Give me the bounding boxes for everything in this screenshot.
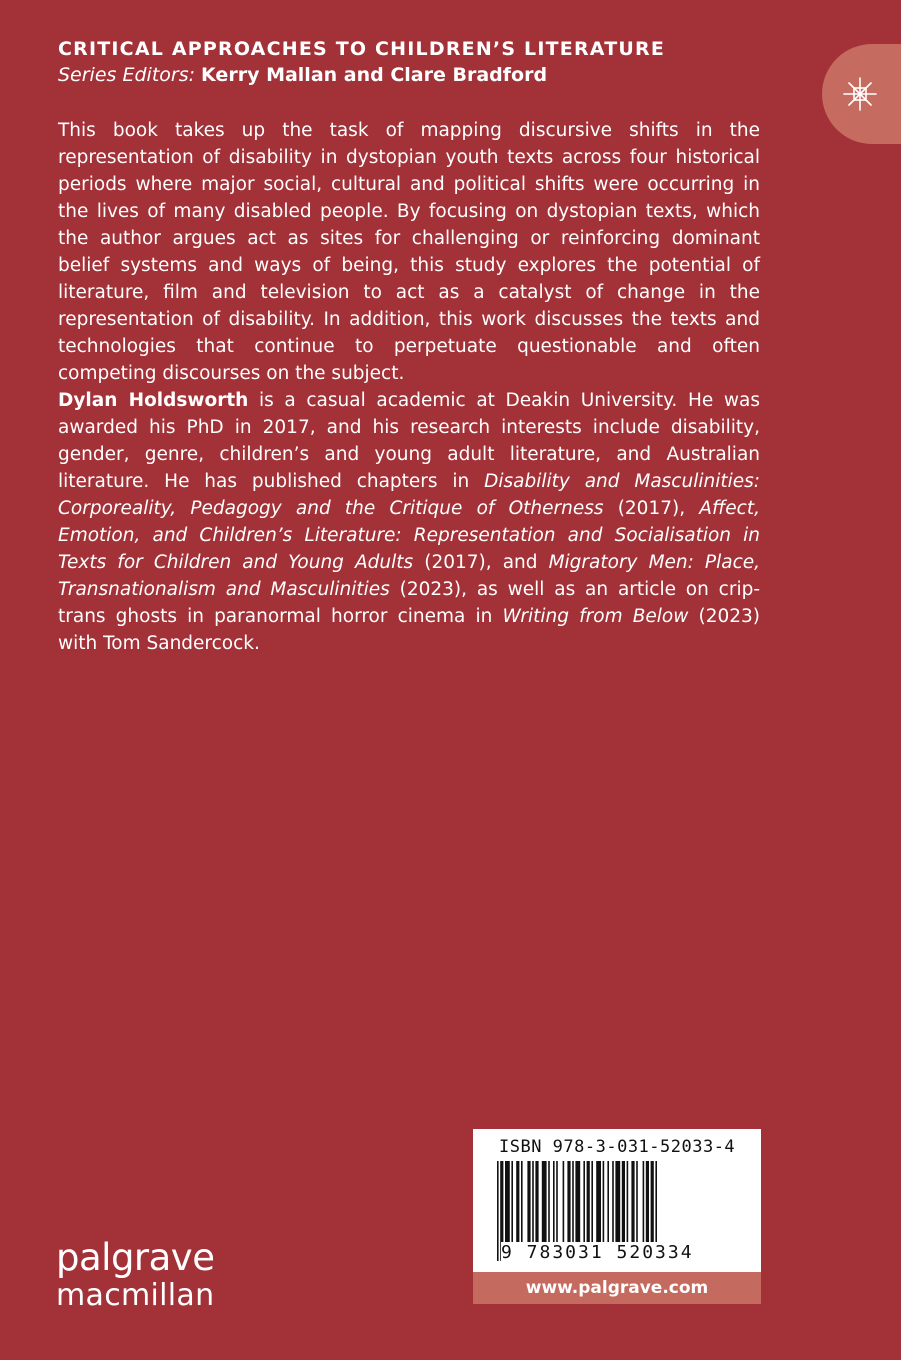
- publisher-logo-line1: palgrave: [56, 1236, 215, 1279]
- book-summary: This book takes up the task of mapping discursive shifts in the representation of disability in dystopian youth texts across four historical periods where major social, cultural and political shifts were occurring in the lives of many disabled people. By focusing on dystopian texts, which the author argues act as sites for challenging or reinforcing dominant belief systems and ways of being, this study explores the potential of literature, film and television to act as a catalyst of change in the representation of disability. In addition, this work discusses the texts and technologies that continue to perpetuate questionable and often competing discourses on the subject.: [58, 120, 760, 384]
- isbn-barcode: [473, 1129, 761, 1272]
- bio-text: (2017),: [603, 498, 700, 519]
- bio-text: (2023) with Tom Sandercock.: [58, 606, 760, 654]
- bio-work-title: Disability and Masculinities: Corporeality, Pedagogy and the Critique of Otherness: [58, 471, 760, 519]
- series-editors: [58, 64, 547, 86]
- bio-text: (2017), and: [413, 552, 549, 573]
- palgrave-star-icon: [842, 76, 878, 112]
- bio-work-title: Migratory Men: Place, Transnationalism and Masculinities: [58, 552, 761, 600]
- publisher-logo-line2: macmillan: [56, 1278, 215, 1313]
- publisher-website[interactable]: www.palgrave.com: [473, 1272, 761, 1304]
- bio-text: is a casual academic at Deakin University. He was awarded his PhD in 2017, and his research interests include disability, gender, genre, children’s and young adult literature, and Australian literature. He has published chapters in: [58, 390, 760, 492]
- barcode-bar: [497, 1161, 499, 1261]
- bio-work-title: Affect, Emotion, and Children’s Literature: Representation and Socialisation in Texts for Children and Young Adults: [58, 498, 760, 573]
- bio-text: (2023), as well as an article on crip-trans ghosts in paranormal horror cinema in: [58, 579, 761, 627]
- barcode-digits: 9 783031 520334: [501, 1242, 694, 1263]
- isbn-text: ISBN 978-3-031-52033-4: [499, 1137, 736, 1157]
- publisher-emblem: [822, 44, 901, 144]
- author-name: Dylan Holdsworth: [58, 390, 249, 411]
- bio-work-title: Writing from Below: [502, 606, 689, 627]
- publisher-logo: [56, 1238, 214, 1314]
- series-editors-label: Series Editors:: [58, 64, 195, 86]
- author-bio: [58, 387, 760, 657]
- series-title: CRITICAL APPROACHES TO CHILDREN’S LITERATURE: [58, 38, 666, 60]
- series-editors-names: Kerry Mallan and Clare Bradford: [201, 64, 548, 86]
